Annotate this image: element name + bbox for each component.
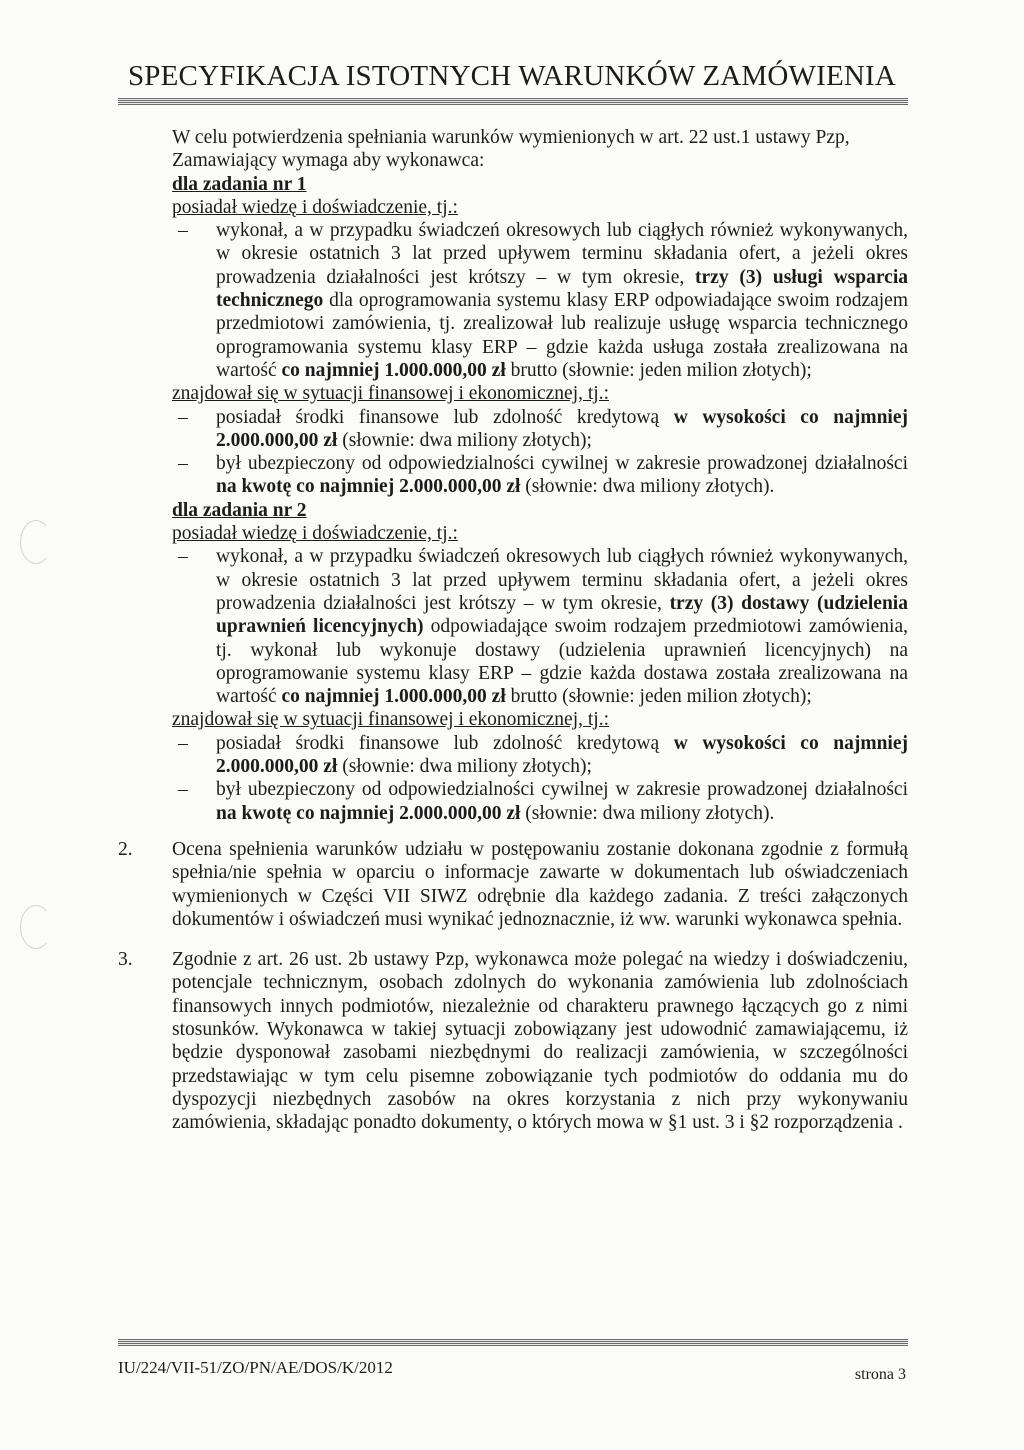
document-reference: IU/224/VII-51/ZO/PN/AE/DOS/K/2012	[118, 1358, 393, 1377]
paragraph-number: 3.	[118, 949, 133, 971]
dash-bullet: –	[178, 220, 188, 242]
dash-bullet: –	[178, 732, 188, 754]
numbered-paragraph	[118, 948, 908, 1134]
list-item: – był ubezpieczony od odpowiedzialności cywilnej w zakresie prowadzonej działalności na kwotę co najmniej 2.000.000,00 zł (słownie: dwa miliony złotych).	[178, 779, 908, 824]
dash-bullet: –	[178, 453, 188, 475]
dash-bullet: –	[178, 779, 188, 801]
finance-list	[172, 406, 908, 499]
list-item: – był ubezpieczony od odpowiedzialności cywilnej w zakresie prowadzonej działalności na kwotę co najmniej 2.000.000,00 zł (słownie: dwa miliony złotych).	[178, 453, 908, 498]
dash-bullet: –	[178, 406, 188, 428]
dash-bullet: –	[178, 546, 188, 568]
intro-line: W celu potwierdzenia spełniania warunków wymienionych w art. 22 ust.1 ustawy Pzp,	[172, 127, 850, 148]
task-heading: dla zadania nr 1	[172, 173, 307, 195]
finance-list	[172, 732, 908, 825]
paragraph-text: Ocena spełnienia warunków udziału w postępowaniu zostanie dokonana zgodnie z formułą spełnia/nie spełnia w oparciu o informacje zawarte w dokumentach lub oświadczeniach wymienionych w Części VII SIWZ odrębnie dla każdego zadania. Z treści załączonych dokumentów i oświadczeń musi wynikać jednoznacznie, iż ww. warunki wykonawca spełnia.	[172, 838, 908, 930]
punch-hole-mark	[20, 905, 52, 949]
intro-line: Zamawiający wymaga aby wykonawca:	[172, 150, 485, 172]
page-title: SPECYFIKACJA ISTOTNYCH WARUNKÓW ZAMÓWIENIA	[127, 60, 897, 92]
numbered-paragraph	[118, 838, 908, 931]
list-item: – posiadał środki finansowe lub zdolność kredytową w wysokości co najmniej 2.000.000,00 zł (słownie: dwa miliony złotych);	[178, 406, 908, 451]
knowledge-label: posiadał wiedzę i doświadczenie, tj.:	[172, 196, 458, 218]
document-body	[118, 126, 909, 1134]
list-item: – wykonał, a w przypadku świadczeń okresowych lub ciągłych również wykonywanych, w okresie ostatnich 3 lat przed upływem terminu składania ofert, a jeżeli okres prowadzenia działalności jest krótszy – w tym okresie, trzy (3) dostawy (udzielenia uprawnień licencyjnych) odpowiadające swoim rodzajem przedmiotowi zamówienia, tj. wykonał lub wykonuje dostawy (udzielenia uprawnień licencyjnych) na oprogramowanie systemu klasy ERP – gdzie każda dostawa została zrealizowana na wartość co najmniej 1.000.000,00 zł brutto (słownie: jeden milion złotych);	[178, 546, 909, 708]
task-heading: dla zadania nr 2	[172, 499, 307, 521]
paragraph-text: Zgodnie z art. 26 ust. 2b ustawy Pzp, wykonawca może polegać na wiedzy i doświadczeniu, potencjale technicznym, osobach zdolnych do wykonania zamówienia lub zdolnościach finansowych innych podmiotów, niezależnie od charakteru prawnego łączących go z nimi stosunków. Wykonawca w takiej sytuacji zobowiązany jest udowodnić zamawiającemu, iż będzie dysponował zasobami niezbędnymi do realizacji zamówienia, w szczególności przedstawiając w tym celu pisemne zobowiązanie tych podmiotów do oddania mu do dyspozycji niezbędnych zasobów na okres korzystania z nich przy wykonywaniu zamówienia, składając ponadto dokumenty, o których mowa w §1 ust. 3 i §2 rozporządzenia .	[172, 949, 908, 1134]
list-item: – posiadał środki finansowe lub zdolność kredytową w wysokości co najmniej 2.000.000,00 zł (słownie: dwa miliony złotych);	[178, 732, 908, 778]
punch-hole-mark	[20, 520, 52, 564]
finance-label: znajdował się w sytuacji finansowej i ekonomicznej, tj.:	[172, 383, 610, 405]
footer-divider	[118, 1339, 908, 1346]
paragraph-number: 2.	[118, 838, 133, 860]
header-divider	[118, 98, 908, 105]
knowledge-label: posiadał wiedzę i doświadczenie, tj.:	[172, 523, 458, 545]
page-number: strona 3	[854, 1366, 906, 1383]
knowledge-list	[172, 219, 908, 382]
knowledge-list	[172, 545, 908, 708]
finance-label: znajdował się w sytuacji finansowej i ekonomicznej, tj.:	[172, 709, 610, 731]
list-item: – wykonał, a w przypadku świadczeń okresowych lub ciągłych również wykonywanych, w okresie ostatnich 3 lat przed upływem terminu składania ofert, a jeżeli okres prowadzenia działalności jest krótszy – w tym okresie, trzy (3) usługi wsparcia technicznego dla oprogramowania systemu klasy ERP odpowiadające swoim rodzajem przedmiotowi zamówienia, tj. zrealizował lub realizuje usługę wsparcia technicznego oprogramowania systemu klasy ERP – gdzie każda usługa została zrealizowana na wartość co najmniej 1.000.000,00 zł brutto (słownie: jeden milion złotych);	[178, 220, 908, 381]
